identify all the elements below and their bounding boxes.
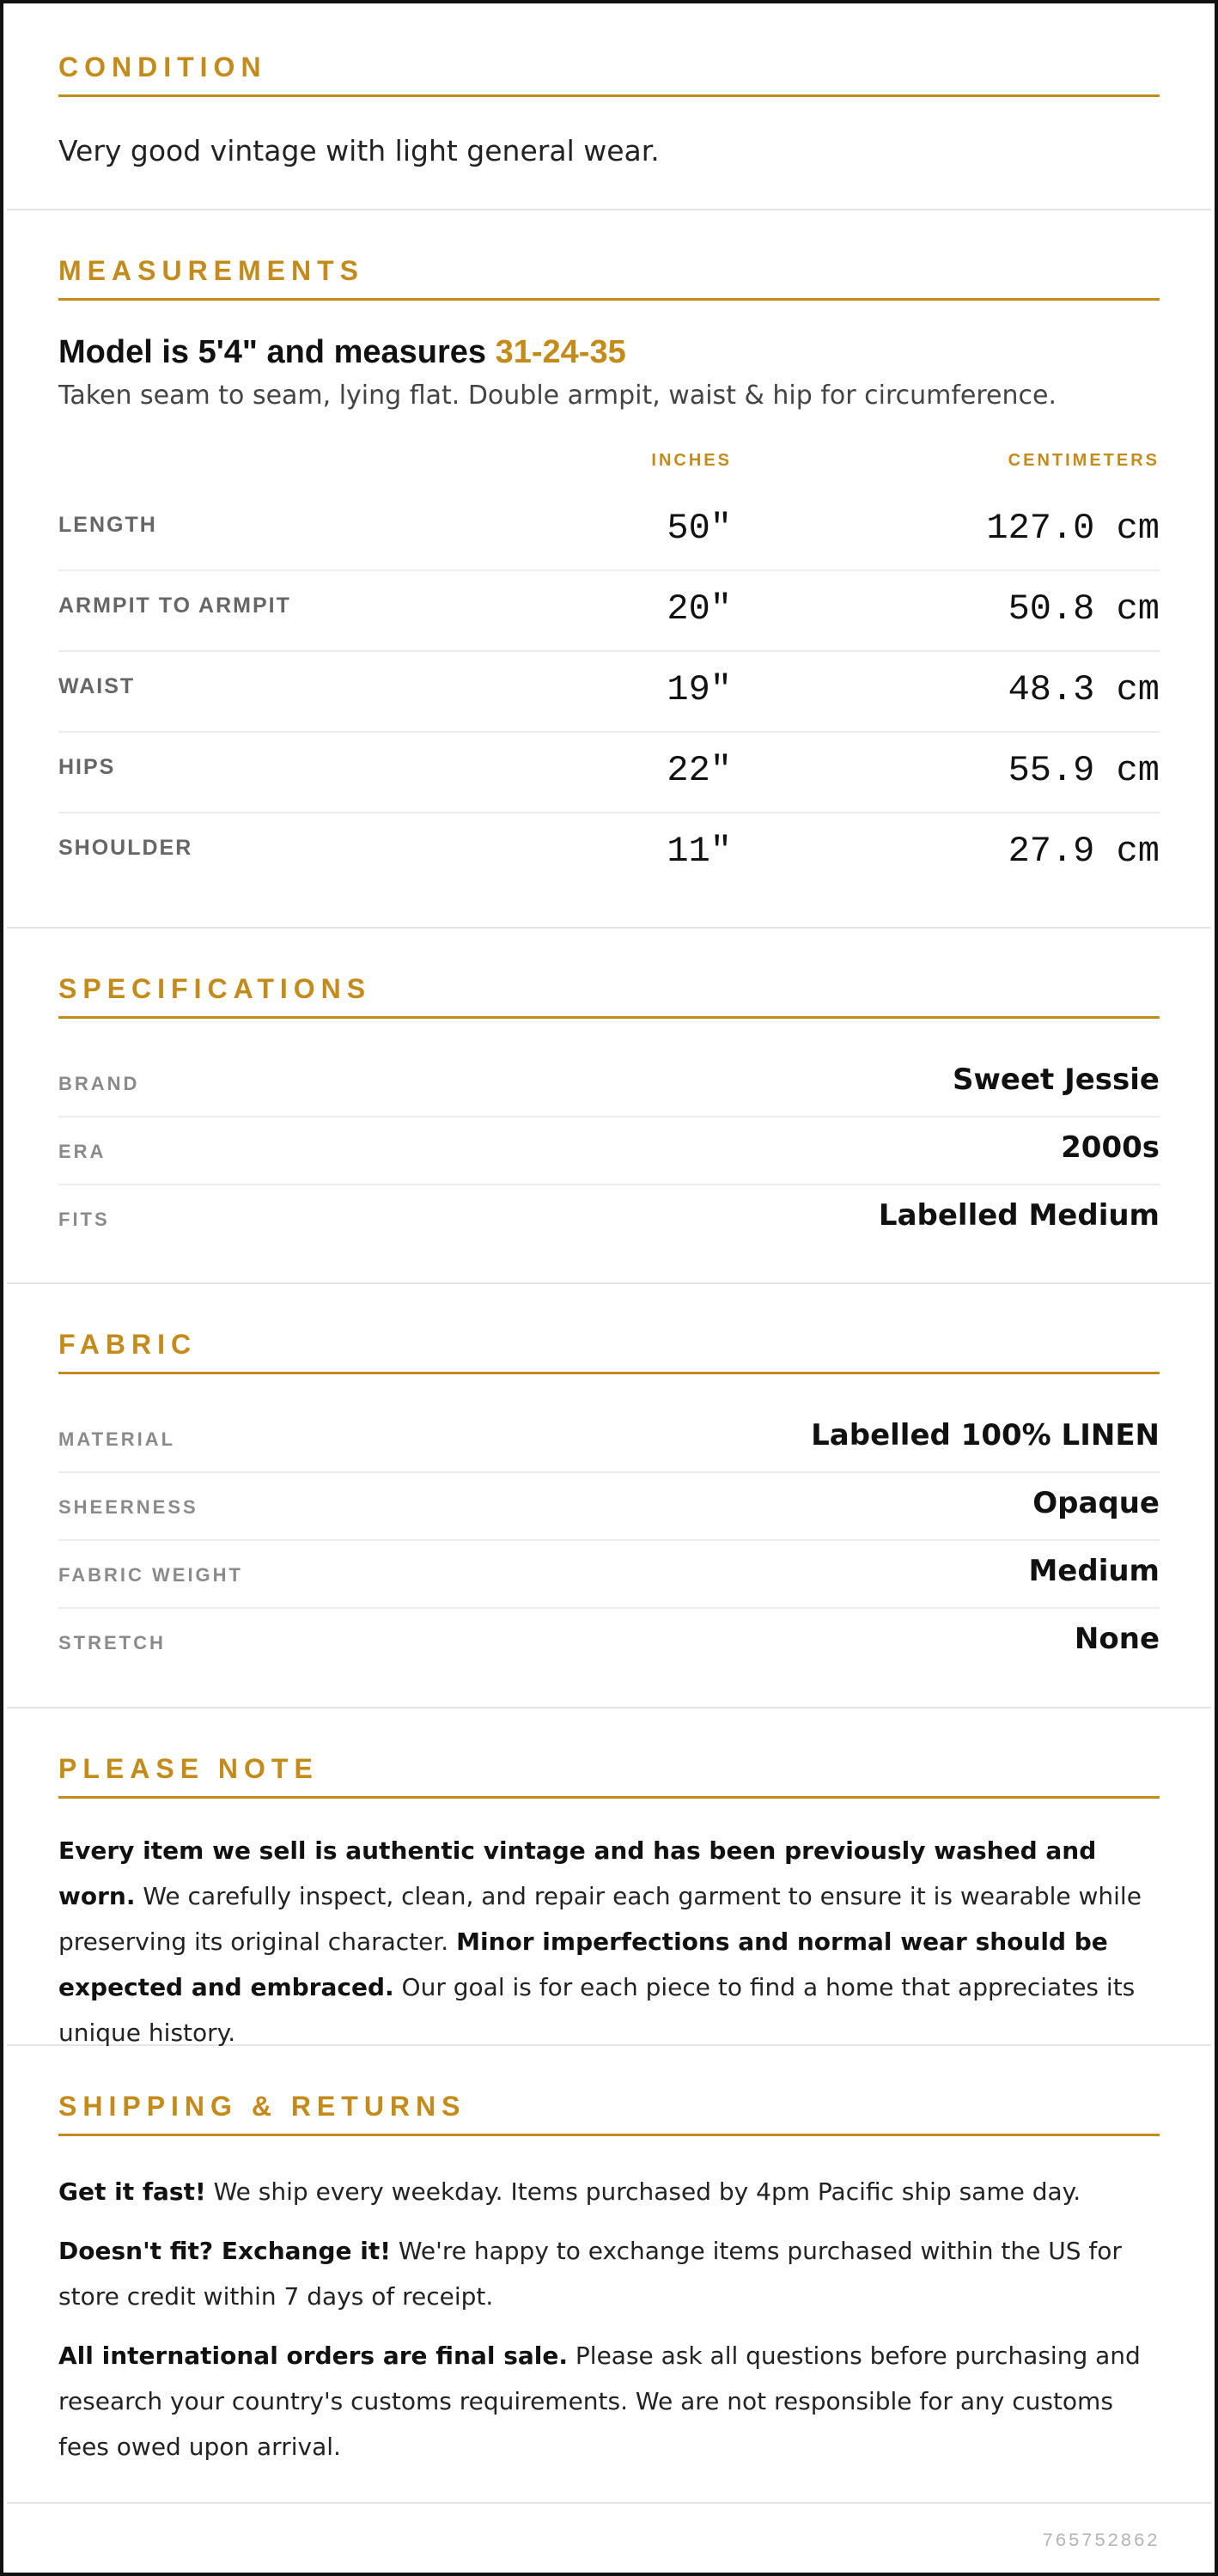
shipping-bold-3: All international orders are final sale. bbox=[58, 2342, 569, 2370]
measurement-cm: 48.3 cm bbox=[1008, 669, 1160, 710]
fabric-label: FABRIC WEIGHT bbox=[58, 1564, 243, 1586]
spec-value: Labelled Medium bbox=[878, 1198, 1160, 1233]
fabric-row bbox=[58, 1472, 1160, 1541]
fabric-value: Opaque bbox=[1032, 1486, 1160, 1520]
measurements-section bbox=[7, 210, 1211, 929]
model-measures-value: 31-24-35 bbox=[495, 334, 626, 370]
spec-row bbox=[58, 1184, 1160, 1251]
spec-value: 2000s bbox=[1061, 1130, 1160, 1165]
condition-text: Very good vintage with light general wear. bbox=[58, 134, 660, 167]
model-measures-line bbox=[58, 332, 1160, 372]
measurements-title: MEASUREMENTS bbox=[58, 253, 1160, 301]
item-id: 765752862 bbox=[1042, 2530, 1160, 2552]
fabric-row bbox=[58, 1608, 1160, 1675]
spec-value: Sweet Jessie bbox=[952, 1063, 1160, 1097]
fabric-value: Labelled 100% LINEN bbox=[811, 1418, 1160, 1452]
shipping-bold-2: Doesn't fit? Exchange it! bbox=[58, 2237, 391, 2265]
measurement-label: HIPS bbox=[58, 755, 116, 779]
note-text-1: We carefully inspect, clean, and repair each garment to ensure it is wearable while preserving its original character. bbox=[58, 1882, 1142, 1956]
fabric-value: None bbox=[1074, 1622, 1160, 1656]
shipping-paragraph-3 bbox=[58, 2333, 1160, 2469]
measurement-inches: 11" bbox=[667, 831, 732, 872]
please-note-section bbox=[7, 1708, 1211, 2046]
measurement-row bbox=[58, 731, 1160, 813]
please-note-title: PLEASE NOTE bbox=[58, 1751, 1160, 1799]
shipping-text-1: We ship every weekday. Items purchased by 4pm Pacific ship same day. bbox=[205, 2177, 1081, 2206]
measurement-label: WAIST bbox=[58, 674, 136, 698]
measurement-row bbox=[58, 812, 1160, 892]
spec-label: BRAND bbox=[58, 1073, 140, 1094]
spec-label: FITS bbox=[58, 1209, 110, 1230]
measurement-method-note: Taken seam to seam, lying flat. Double armpit, waist & hip for circumference. bbox=[58, 381, 1057, 411]
model-prefix: Model is 5'4" and measures bbox=[58, 334, 496, 370]
centimeters-column-header: CENTIMETERS bbox=[1008, 451, 1160, 470]
spec-row bbox=[58, 1117, 1160, 1185]
note-bold-2: Minor imperfections and normal wear should be expected and embraced. bbox=[58, 1927, 1108, 2001]
fabric-section bbox=[7, 1284, 1211, 1708]
fabric-label: MATERIAL bbox=[58, 1428, 176, 1450]
condition-section bbox=[7, 3, 1211, 210]
shipping-returns-section bbox=[7, 2046, 1211, 2504]
measurement-inches: 19" bbox=[667, 669, 732, 710]
measurement-label: ARMPIT TO ARMPIT bbox=[58, 594, 291, 618]
shipping-bold-1: Get it fast! bbox=[58, 2177, 206, 2206]
fabric-title: FABRIC bbox=[58, 1327, 1160, 1374]
measurement-row bbox=[58, 569, 1160, 652]
measurement-row bbox=[58, 489, 1160, 571]
measurement-cm: 50.8 cm bbox=[1008, 588, 1160, 630]
shipping-paragraph-1 bbox=[58, 2169, 1160, 2214]
fabric-value: Medium bbox=[1028, 1554, 1160, 1588]
specifications-title: SPECIFICATIONS bbox=[58, 971, 1160, 1019]
inches-column-header: INCHES bbox=[651, 451, 732, 470]
measurement-row bbox=[58, 650, 1160, 733]
note-bold-1: Every item we sell is authentic vintage and has been previously washed and worn. bbox=[58, 1836, 1097, 1910]
shipping-text-2: We're happy to exchange items purchased within the US for store credit within 7 days of receipt. bbox=[58, 2237, 1122, 2311]
note-text-2: Our goal is for each piece to find a home that appreciates its unique history. bbox=[58, 1973, 1136, 2047]
measurement-inches: 50" bbox=[667, 508, 732, 549]
condition-title: CONDITION bbox=[58, 50, 1160, 97]
shipping-text-3: Please ask all questions before purchasing and research your country's customs requirements. We are not responsible for any customs fees owed upon arrival. bbox=[58, 2342, 1141, 2461]
measurement-cm: 27.9 cm bbox=[1008, 831, 1160, 872]
shipping-paragraph-2 bbox=[58, 2228, 1160, 2319]
fabric-row bbox=[58, 1404, 1160, 1473]
shipping-returns-title: SHIPPING & RETURNS bbox=[58, 2089, 1160, 2136]
spec-label: ERA bbox=[58, 1141, 107, 1162]
measurement-cm: 55.9 cm bbox=[1008, 750, 1160, 791]
fabric-label: SHEERNESS bbox=[58, 1496, 198, 1518]
measurement-label: LENGTH bbox=[58, 513, 157, 537]
measurement-label: SHOULDER bbox=[58, 836, 193, 860]
fabric-label: STRETCH bbox=[58, 1632, 166, 1653]
please-note-text bbox=[58, 1828, 1160, 2055]
measurement-cm: 127.0 cm bbox=[986, 508, 1160, 549]
measurement-inches: 22" bbox=[667, 750, 732, 791]
measurements-table-header bbox=[58, 451, 1160, 477]
specifications-section bbox=[7, 929, 1211, 1284]
measurement-inches: 20" bbox=[667, 588, 732, 630]
spec-row bbox=[58, 1049, 1160, 1117]
fabric-row bbox=[58, 1540, 1160, 1609]
